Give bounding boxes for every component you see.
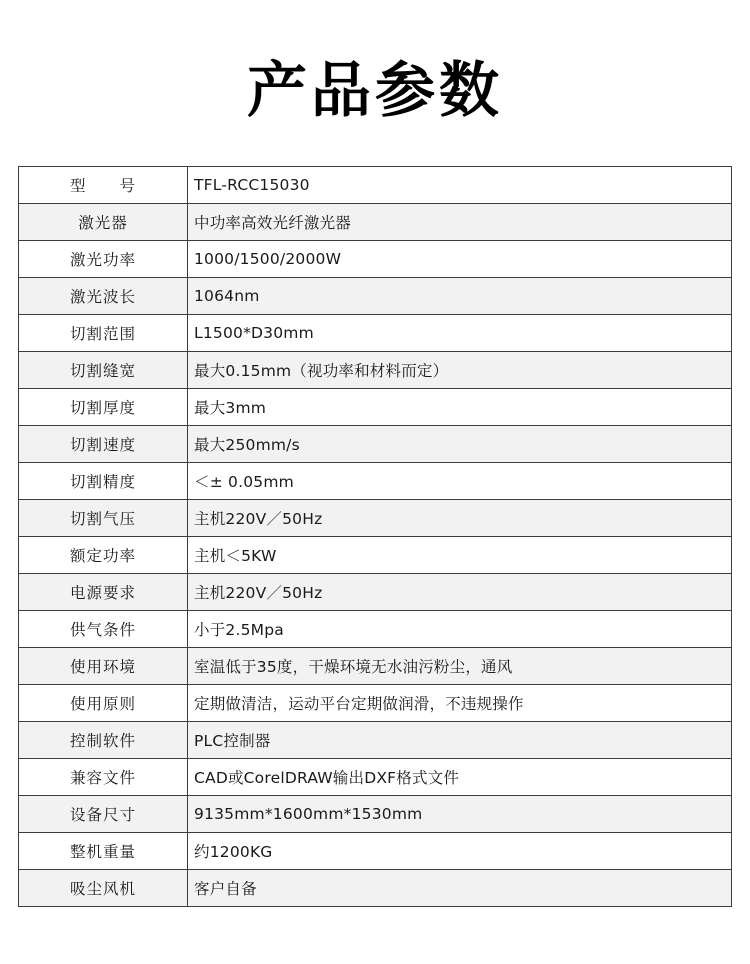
param-value-cell: PLC控制器 <box>188 722 732 759</box>
table-row <box>19 611 732 648</box>
param-value-cell: 约1200KG <box>188 833 732 870</box>
param-value-cell: 1000/1500/2000W <box>188 241 732 278</box>
table-row <box>19 722 732 759</box>
param-name-cell: 兼容文件 <box>19 759 188 796</box>
param-value-cell: 9135mm*1600mm*1530mm <box>188 796 732 833</box>
table-row <box>19 685 732 722</box>
table-row <box>19 648 732 685</box>
param-name-cell: 供气条件 <box>19 611 188 648</box>
param-name-cell: 激光波长 <box>19 278 188 315</box>
table-row <box>19 204 732 241</box>
param-name-cell: 电源要求 <box>19 574 188 611</box>
param-value-cell: 室温低于35度，干燥环境无水油污粉尘，通风 <box>188 648 732 685</box>
param-value-cell: 中功率高效光纤激光器 <box>188 204 732 241</box>
param-value-cell: L1500*D30mm <box>188 315 732 352</box>
param-value-cell: 主机220V／50Hz <box>188 500 732 537</box>
table-row <box>19 315 732 352</box>
spec-table-container <box>18 166 732 907</box>
param-name-cell: 使用环境 <box>19 648 188 685</box>
table-row <box>19 167 732 204</box>
product-spec-table <box>18 166 732 907</box>
param-value-cell: 最大250mm/s <box>188 426 732 463</box>
table-row <box>19 241 732 278</box>
param-value-cell: 最大3mm <box>188 389 732 426</box>
table-row <box>19 574 732 611</box>
table-row <box>19 870 732 907</box>
param-value-cell: 主机＜5KW <box>188 537 732 574</box>
param-name-cell: 激光器 <box>19 204 188 241</box>
param-name-cell: 切割速度 <box>19 426 188 463</box>
param-name-cell: 整机重量 <box>19 833 188 870</box>
table-row <box>19 796 732 833</box>
param-name-cell: 额定功率 <box>19 537 188 574</box>
param-name-cell: 切割精度 <box>19 463 188 500</box>
param-name-cell: 吸尘风机 <box>19 870 188 907</box>
page-title: 产品参数 <box>247 56 503 126</box>
param-name-cell: 设备尺寸 <box>19 796 188 833</box>
param-value-cell: 定期做清洁，运动平台定期做润滑，不违规操作 <box>188 685 732 722</box>
param-name-cell: 切割缝宽 <box>19 352 188 389</box>
param-name-cell: 切割范围 <box>19 315 188 352</box>
table-row <box>19 463 732 500</box>
table-row <box>19 352 732 389</box>
param-name-cell: 切割气压 <box>19 500 188 537</box>
param-name-cell: 激光功率 <box>19 241 188 278</box>
table-row <box>19 833 732 870</box>
param-name-cell: 型 号 <box>19 167 188 204</box>
param-value-cell: TFL-RCC15030 <box>188 167 732 204</box>
param-value-cell: 1064nm <box>188 278 732 315</box>
table-row <box>19 537 732 574</box>
table-row <box>19 426 732 463</box>
param-name-cell: 控制软件 <box>19 722 188 759</box>
table-row <box>19 389 732 426</box>
param-name-cell: 使用原则 <box>19 685 188 722</box>
param-value-cell: 主机220V／50Hz <box>188 574 732 611</box>
table-row <box>19 759 732 796</box>
param-value-cell: 小于2.5Mpa <box>188 611 732 648</box>
table-row <box>19 278 732 315</box>
param-name-cell: 切割厚度 <box>19 389 188 426</box>
param-value-cell: CAD或CorelDRAW输出DXF格式文件 <box>188 759 732 796</box>
table-row <box>19 500 732 537</box>
param-value-cell: ＜± 0.05mm <box>188 463 732 500</box>
param-value-cell: 客户自备 <box>188 870 732 907</box>
param-value-cell: 最大0.15mm（视功率和材料而定） <box>188 352 732 389</box>
